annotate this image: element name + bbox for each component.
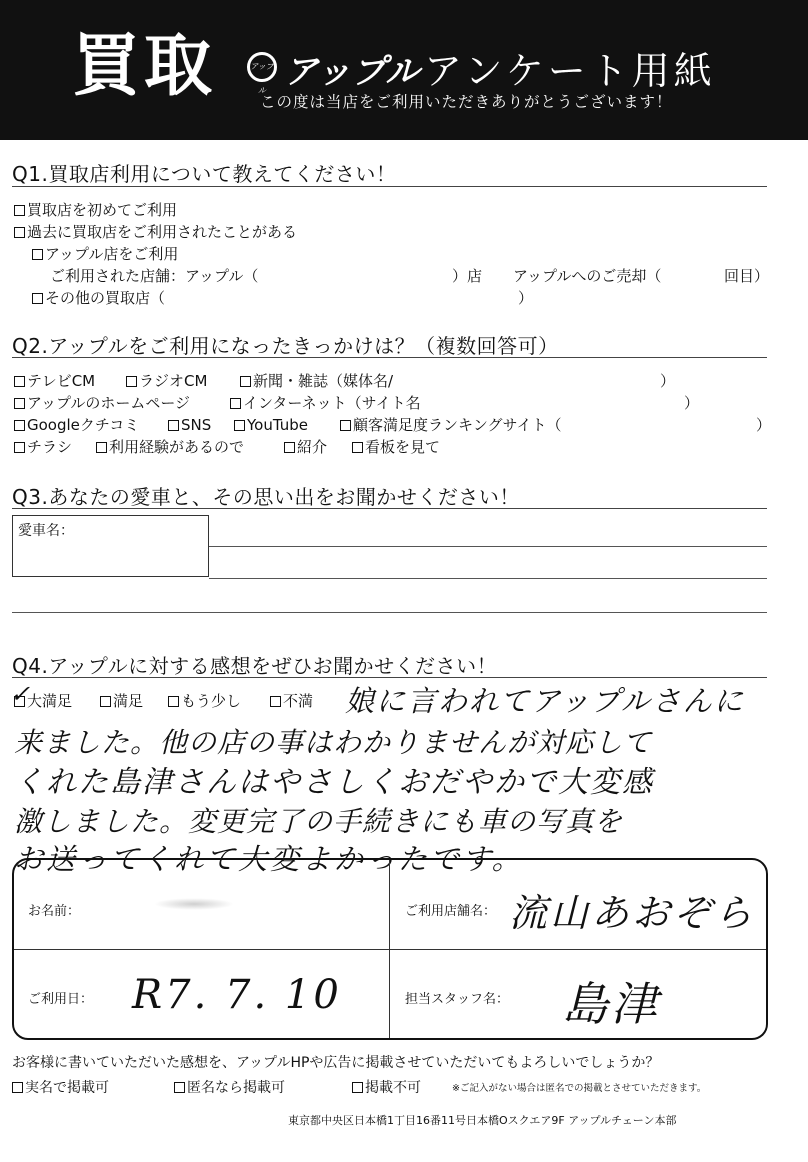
option-label: 紹介	[297, 438, 328, 456]
form-header	[0, 0, 808, 140]
q2-signboard-option[interactable]	[352, 438, 440, 456]
brand-logo-text: アップル	[284, 52, 421, 92]
q2-rule	[12, 357, 767, 358]
publish-consent-question: お客様に書いていただいた感想を、アップルHPや広告に掲載させていただいてもよろしいでしょうか？	[12, 1055, 660, 1071]
checkbox[interactable]	[234, 420, 245, 431]
checkbox[interactable]	[14, 205, 25, 216]
option-label: アップルのホームページ	[27, 394, 191, 412]
checkbox[interactable]	[126, 376, 137, 387]
q1-sales-suffix: 回目）	[724, 267, 770, 285]
checkbox[interactable]	[32, 293, 43, 304]
sales-prefix-label: アップルへのご売却（	[513, 267, 662, 285]
name-label: お名前：	[28, 904, 81, 919]
q1-returning-option[interactable]	[14, 223, 297, 241]
checkbox[interactable]	[352, 1082, 363, 1093]
q2-referral-option[interactable]	[284, 438, 327, 456]
option-label: 大満足	[27, 692, 73, 710]
checkbox[interactable]	[14, 376, 25, 387]
q2-tv-option[interactable]	[14, 372, 95, 390]
q4-rule	[12, 677, 767, 678]
q1-store-name-field[interactable]	[50, 267, 258, 285]
car-memory-line[interactable]	[209, 578, 767, 579]
option-label: Googleクチコミ	[27, 416, 140, 434]
publish-note: ※ご記入がない場合は匿名での掲載とさせていただきます。	[452, 1083, 707, 1094]
checkbox[interactable]	[14, 227, 25, 238]
q4-heading: Q4.アップルに対する感想をぜひお聞かせください！	[12, 654, 498, 678]
option-label: アップル店をご利用	[45, 245, 179, 263]
option-label: 実名で掲載可	[25, 1080, 109, 1096]
option-label: 買取店を初めてご利用	[27, 201, 178, 219]
q1-store-suffix: ）店	[452, 267, 483, 285]
date-value: R7. 7. 10	[132, 972, 342, 1018]
q2-newspaper-close: ）	[660, 372, 676, 390]
q1-first-time-option[interactable]	[14, 201, 177, 219]
publish-anonymous-option[interactable]	[174, 1077, 285, 1097]
hq-address: 東京都中央区日本橋1丁目16番11号日本橋Oスクエア9F アップルチェーン本部	[288, 1114, 677, 1127]
staff-value: 島津	[562, 977, 660, 1031]
option-label: チラシ	[27, 438, 73, 456]
option-label: 新聞・雑誌（媒体名/	[253, 372, 394, 390]
q2-ranking-close: ）	[756, 416, 772, 434]
option-label: 利用経験があるので	[109, 438, 245, 456]
checkbox[interactable]	[168, 696, 179, 707]
q1-heading: Q1.買取店利用について教えてください！	[12, 162, 397, 186]
checkbox[interactable]	[100, 696, 111, 707]
q2-internet-option[interactable]	[230, 394, 421, 412]
handwritten-comment-line: お送ってくれて大変よかったです。	[14, 842, 524, 876]
car-name-box[interactable]	[12, 515, 209, 577]
q4-more-option[interactable]	[168, 692, 241, 710]
no-publish-option[interactable]	[352, 1077, 421, 1097]
q2-experience-option[interactable]	[96, 438, 244, 456]
handwritten-comment-line: 娘に言われてアップルさんに	[345, 684, 745, 718]
q2-heading: Q2.アップルをご利用になったきっかけは？（複数回答可）	[12, 334, 559, 358]
car-name-label: 愛車名：	[18, 523, 74, 539]
option-label: 匿名なら掲載可	[187, 1080, 285, 1096]
q2-google-option[interactable]	[14, 416, 139, 434]
q4-unsatisfied-option[interactable]	[270, 692, 313, 710]
option-label: もう少し	[181, 692, 242, 710]
check-mark-icon: ✓	[10, 680, 31, 708]
q2-radio-option[interactable]	[126, 372, 207, 390]
option-label: 顧客満足度ランキングサイト（	[353, 416, 562, 434]
publish-real-name-option[interactable]	[12, 1077, 109, 1097]
option-label: ラジオCM	[139, 372, 208, 390]
q4-satisfied-option[interactable]	[100, 692, 143, 710]
q2-internet-close: ）	[684, 394, 700, 412]
option-label: インターネット（サイト名	[243, 394, 421, 412]
checkbox[interactable]	[168, 420, 179, 431]
q2-youtube-option[interactable]	[234, 416, 308, 434]
q3-rule	[12, 508, 767, 509]
option-label: 不満	[283, 692, 314, 710]
option-label: 掲載不可	[365, 1080, 421, 1096]
option-label: その他の買取店（	[45, 289, 166, 307]
option-label: 看板を見て	[365, 438, 441, 456]
store-name-label: ご利用店舗名：	[405, 904, 497, 919]
customer-info-box	[12, 858, 768, 1040]
car-memory-line[interactable]	[12, 612, 767, 613]
checkbox[interactable]	[230, 398, 241, 409]
q1-sales-count-field[interactable]	[513, 267, 661, 285]
option-label: SNS	[181, 416, 212, 434]
checkbox[interactable]	[270, 696, 281, 707]
checkbox[interactable]	[340, 420, 351, 431]
handwritten-comment-line: 激しました。変更完了の手続きにも車の写真を	[14, 805, 624, 838]
q1-other-close: ）	[518, 289, 534, 307]
checkbox[interactable]	[96, 442, 107, 453]
store-name-value: 流山あおぞら	[509, 891, 756, 935]
redacted-name	[154, 898, 234, 910]
kaitori-title: 買取	[72, 27, 217, 106]
survey-title: アンケート用紙	[424, 49, 716, 93]
car-memory-line[interactable]	[209, 546, 767, 547]
option-label: 過去に買取店をご利用されたことがある	[27, 223, 298, 241]
q2-sns-option[interactable]	[168, 416, 211, 434]
option-label: テレビCM	[27, 372, 96, 390]
q1-other-store-option[interactable]	[32, 289, 165, 307]
date-label: ご利用日：	[28, 992, 94, 1007]
q1-apple-store-option[interactable]	[32, 245, 178, 263]
checkbox[interactable]	[12, 1082, 23, 1093]
option-label: YouTube	[247, 416, 308, 434]
handwritten-comment-line: 来ました。他の店の事はわかりませんが対応して	[14, 726, 653, 759]
checkbox[interactable]	[32, 249, 43, 260]
apple-logo-icon: アップル	[247, 52, 277, 82]
checkbox[interactable]	[284, 442, 295, 453]
q2-ranking-option[interactable]	[340, 416, 562, 434]
q2-newspaper-option[interactable]	[240, 372, 393, 390]
checkbox[interactable]	[240, 376, 251, 387]
checkbox[interactable]	[14, 398, 25, 409]
q1-rule	[12, 186, 767, 187]
checkbox[interactable]	[14, 420, 25, 431]
thanks-subtitle: この度は当店をご利用いただきありがとうございます！	[260, 93, 673, 111]
info-divider	[14, 949, 766, 950]
option-label: 満足	[113, 692, 144, 710]
checkbox[interactable]	[14, 442, 25, 453]
checkbox[interactable]	[352, 442, 363, 453]
q2-flyer-option[interactable]	[14, 438, 72, 456]
q2-homepage-option[interactable]	[14, 394, 190, 412]
handwritten-comment-line: くれた島津さんはやさしくおだやかで大変感	[14, 765, 654, 800]
q3-heading: Q3.あなたの愛車と、その思い出をお聞かせください！	[12, 485, 520, 509]
checkbox[interactable]	[174, 1082, 185, 1093]
staff-label: 担当スタッフ名：	[405, 992, 510, 1007]
store-prefix-label: ご利用された店舗：アップル（	[50, 267, 259, 285]
